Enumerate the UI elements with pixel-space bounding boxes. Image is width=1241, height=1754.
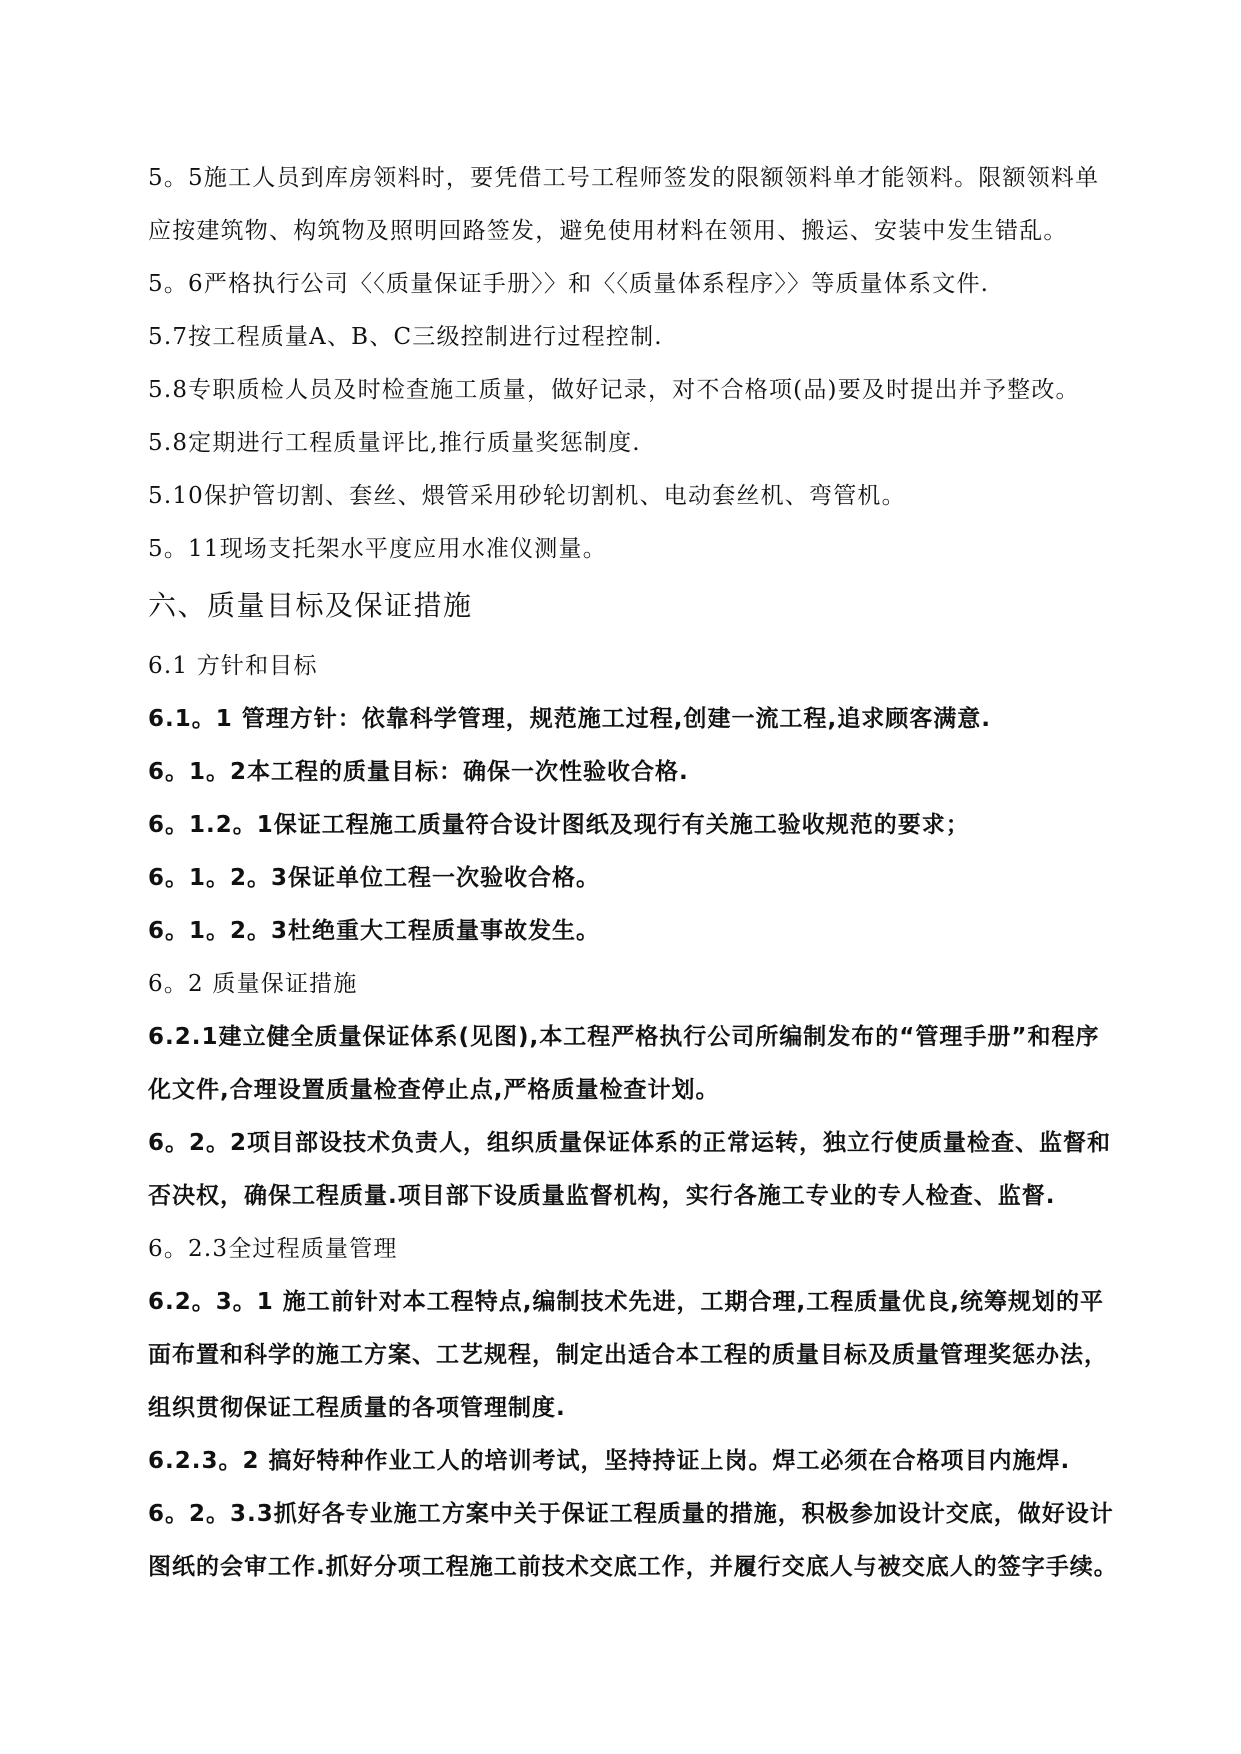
paragraph-5-8b: 5.8定期进行工程质量评比,推行质量奖惩制度. — [148, 430, 641, 456]
paragraph-6-2-3-1: 6.2。3。1 施工前针对本工程特点,编制技术先进，工期合理,工程质量优良,统筹规划的平面布置和科学的施工方案、工艺规程，制定出适合本工程的质量目标及质量管理奖惩办法，组织贯彻保证工程质量的各项管理制度. — [148, 1289, 1108, 1421]
paragraph-6-2-3-3: 6。2。3.3抓好各专业施工方案中关于保证工程质量的措施，积极参加设计交底，做好设计图纸的会审工作.抓好分项工程施工前技术交底工作，并履行交底人与被交底人的签字手续。 — [148, 1501, 1118, 1580]
paragraph-6-2-2: 6。2。2项目部设技术负责人，组织质量保证体系的正常运转，独立行使质量检查、监督和否决权，确保工程质量.项目部下设质量监督机构，实行各施工专业的专人检查、监督. — [148, 1130, 1112, 1209]
paragraph-6-2: 6。2 质量保证措施 — [148, 971, 358, 997]
paragraph-6-1: 6.1 方针和目标 — [148, 653, 318, 679]
paragraph-5-6: 5。6严格执行公司〈〈质量保证手册〉〉和〈〈质量体系程序〉〉等质量体系文件. — [148, 271, 990, 297]
paragraph-6-1-1: 6.1。1 管理方针：依靠科学管理，规范施工过程,创建一流工程,追求顾客满意. — [148, 706, 991, 732]
paragraph-6-1-2: 6。1。2本工程的质量目标：确保一次性验收合格. — [148, 759, 689, 785]
paragraph-5-5: 5。5施工人员到库房领料时，要凭借工号工程师签发的限额领料单才能领料。限额领料单应按建筑物、构筑物及照明回路签发，避免使用材料在领用、搬运、安装中发生错乱。 — [148, 165, 1100, 244]
paragraph-6-1-2-3b: 6。1。2。3杜绝重大工程质量事故发生。 — [148, 918, 601, 944]
paragraph-6-1-2-1: 6。1.2。1保证工程施工质量符合设计图纸及现行有关施工验收规范的要求； — [148, 812, 970, 838]
paragraph-6-2-3: 6。2.3全过程质量管理 — [148, 1236, 398, 1262]
document-page — [148, 152, 1118, 1594]
paragraph-5-8a: 5.8专职质检人员及时检查施工质量，做好记录，对不合格项(品)要及时提出并予整改。 — [148, 377, 1080, 403]
section-6-heading: 六、质量目标及保证措施 — [148, 589, 473, 622]
paragraph-6-2-1: 6.2.1建立健全质量保证体系(见图),本工程严格执行公司所编制发布的“管理手册”和程序化文件,合理设置质量检查停止点,严格质量检查计划。 — [148, 1024, 1100, 1103]
paragraph-6-2-3-2: 6.2.3。2 搞好特种作业工人的培训考试，坚持持证上岗。焊工必须在合格项目内施焊. — [148, 1448, 1071, 1474]
paragraph-6-1-2-3a: 6。1。2。3保证单位工程一次验收合格。 — [148, 865, 601, 891]
paragraph-5-11: 5。11现场支托架水平度应用水准仪测量。 — [148, 536, 607, 562]
paragraph-5-10: 5.10保护管切割、套丝、煨管采用砂轮切割机、电动套丝机、弯管机。 — [148, 483, 906, 509]
paragraph-5-7: 5.7按工程质量A、B、C三级控制进行过程控制. — [148, 324, 663, 350]
